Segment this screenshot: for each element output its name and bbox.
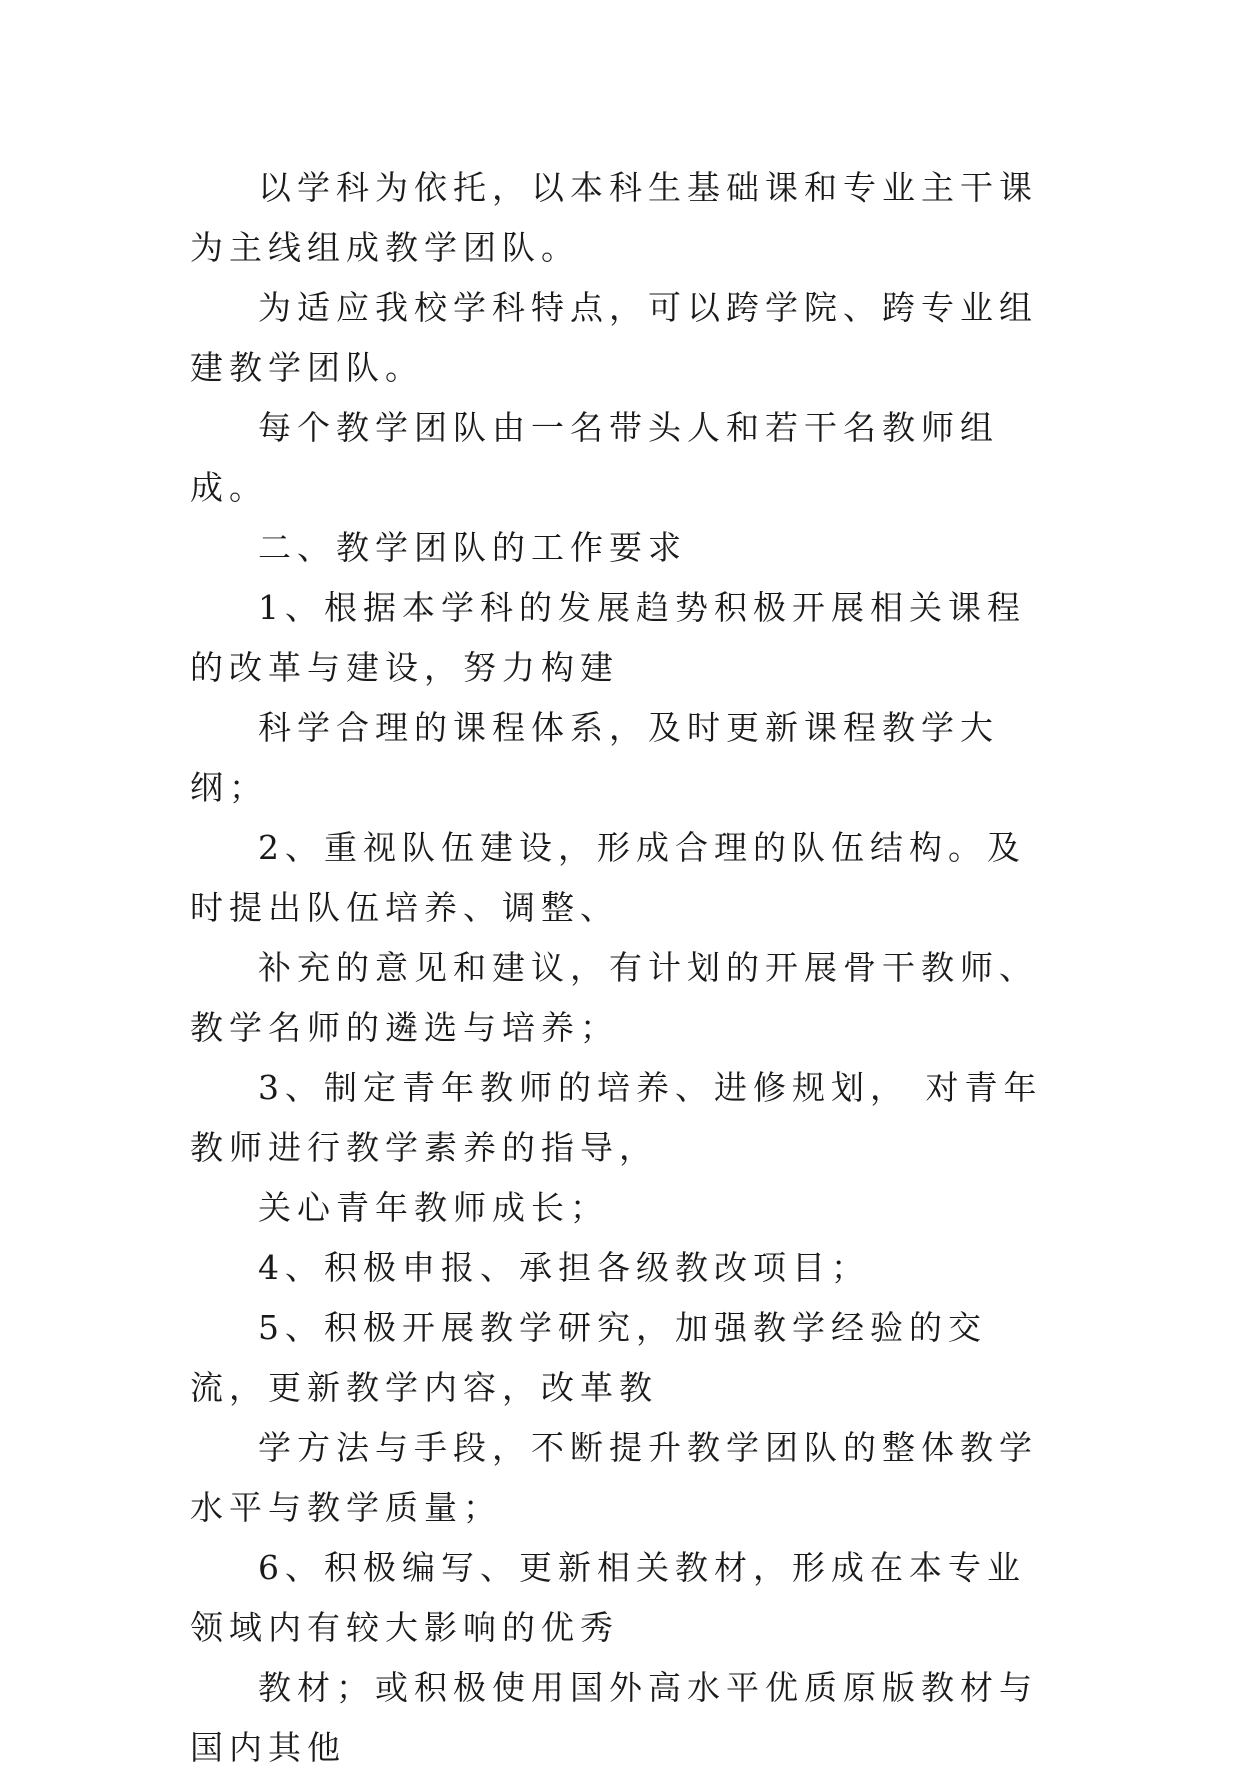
section-heading-work-requirements: 二、教学团队的工作要求 xyxy=(258,528,687,567)
paragraph-item-3: 3、制定青年教师的培养、进修规划， 对青年教师进行教学素养的指导， xyxy=(190,1068,1043,1167)
paragraph-item-5: 5、积极开展教学研究，加强教学经验的交流，更新教学内容，改革教 xyxy=(190,1308,987,1407)
paragraph-item-3-cont: 关心青年教师成长； xyxy=(258,1188,609,1227)
paragraph-item-6: 6、积极编写、更新相关教材，形成在本专业领域内有较大影响的优秀 xyxy=(190,1548,1026,1647)
paragraph-team-composition: 每个教学团队由一名带头人和若干名教师组成。 xyxy=(190,408,999,507)
paragraph-item-4: 4、积极申报、承担各级教改项目； xyxy=(258,1248,870,1287)
paragraph-item-6-cont: 教材；或积极使用国外高水平优质原版教材与国内其他 xyxy=(190,1668,1038,1767)
paragraph-cross-college: 为适应我校学科特点，可以跨学院、跨专业组建教学团队。 xyxy=(190,288,1038,387)
paragraph-item-5-cont: 学方法与手段，不断提升教学团队的整体教学水平与教学质量； xyxy=(190,1428,1038,1527)
paragraph-item-2: 2、重视队伍建设，形成合理的队伍结构。及时提出队伍培养、调整、 xyxy=(190,828,1026,927)
paragraph-item-1-cont: 科学合理的课程体系，及时更新课程教学大纲； xyxy=(190,708,999,807)
paragraph-team-basis: 以学科为依托，以本科生基础课和专业主干课为主线组成教学团队。 xyxy=(190,168,1038,267)
paragraph-item-2-cont: 补充的意见和建议，有计划的开展骨干教师、教学名师的遴选与培养； xyxy=(190,948,1038,1047)
document-body xyxy=(190,158,1052,1778)
paragraph-item-1: 1、根据本学科的发展趋势积极开展相关课程的改革与建设，努力构建 xyxy=(190,588,1026,687)
